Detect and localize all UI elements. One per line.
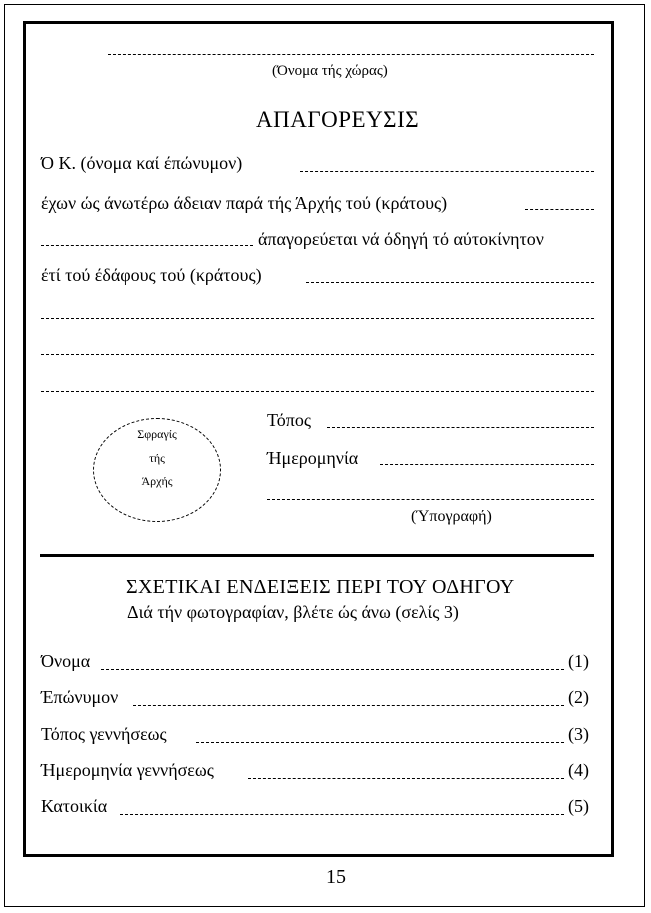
blank-line-2[interactable] [41, 354, 594, 355]
field-first-name-number: (1) [568, 651, 589, 671]
field-surname-line[interactable] [133, 705, 564, 706]
authority-state-line[interactable] [525, 209, 594, 210]
place-label: Τόπος [267, 410, 311, 430]
territory-state-line[interactable] [306, 282, 594, 283]
field-surname-number: (2) [568, 687, 589, 707]
country-name-line[interactable] [108, 54, 594, 55]
field-birthplace-number: (3) [568, 724, 589, 744]
seal-text-line-1: Σφραγίς [137, 427, 177, 441]
signature-caption: (Ύπογραφή) [411, 508, 492, 525]
prohibition-prefix-line[interactable] [41, 245, 253, 246]
field-first-name-label: Όνομα [41, 651, 91, 671]
driver-info-title: ΣΧΕΤΙΚΑΙ ΕΝΔΕΙΞΕΙΣ ΠΕΡΙ ΤΟΥ ΟΔΗΓΟΥ [126, 576, 515, 598]
field-birthdate-number: (4) [568, 760, 589, 780]
field-birthdate-label: Ήμερομηνία γεννήσεως [41, 760, 214, 780]
blank-line-1[interactable] [41, 318, 594, 319]
field-residence-number: (5) [568, 796, 589, 816]
field-first-name-line[interactable] [101, 669, 564, 670]
prohibited-driving-label: άπαγορεύεται νά όδηγή τό αύτοκίνητον [258, 229, 544, 249]
date-line[interactable] [380, 464, 594, 465]
section-divider [40, 554, 594, 557]
prohibition-title: ΑΠΑΓΟΡΕΥΣΙΣ [256, 107, 420, 132]
driver-info-subtitle: Διά τήν φωτογραφίαν, βλέτε ώς άνω (σελίς 3) [127, 602, 459, 622]
holder-name-line[interactable] [300, 171, 594, 172]
seal-text-line-3: Άρχής [141, 474, 173, 488]
date-label: Ήμερομηνία [267, 448, 359, 468]
field-surname-label: Έπώνυμον [41, 687, 119, 707]
authority-label: έχων ώς άνωτέρω άδειαν παρά τής Άρχής τού (κράτους) [41, 193, 448, 213]
blank-line-3[interactable] [41, 391, 594, 392]
field-birthplace-label: Τόπος γεννήσεως [41, 724, 167, 744]
territory-label: έτί τού έδάφους τού (κράτους) [41, 265, 262, 285]
country-name-caption: (Όνομα τής χώρας) [272, 63, 388, 79]
field-birthplace-line[interactable] [196, 742, 564, 743]
field-birthdate-line[interactable] [248, 778, 564, 779]
signature-line[interactable] [267, 499, 594, 500]
field-residence-line[interactable] [120, 814, 564, 815]
seal-text-line-2: τής [149, 451, 165, 465]
holder-name-label: Ό Κ. (όνομα καί έπώνυμον) [41, 153, 243, 173]
page-number: 15 [326, 866, 346, 888]
field-residence-label: Κατοικία [41, 796, 108, 816]
place-line[interactable] [327, 427, 594, 428]
